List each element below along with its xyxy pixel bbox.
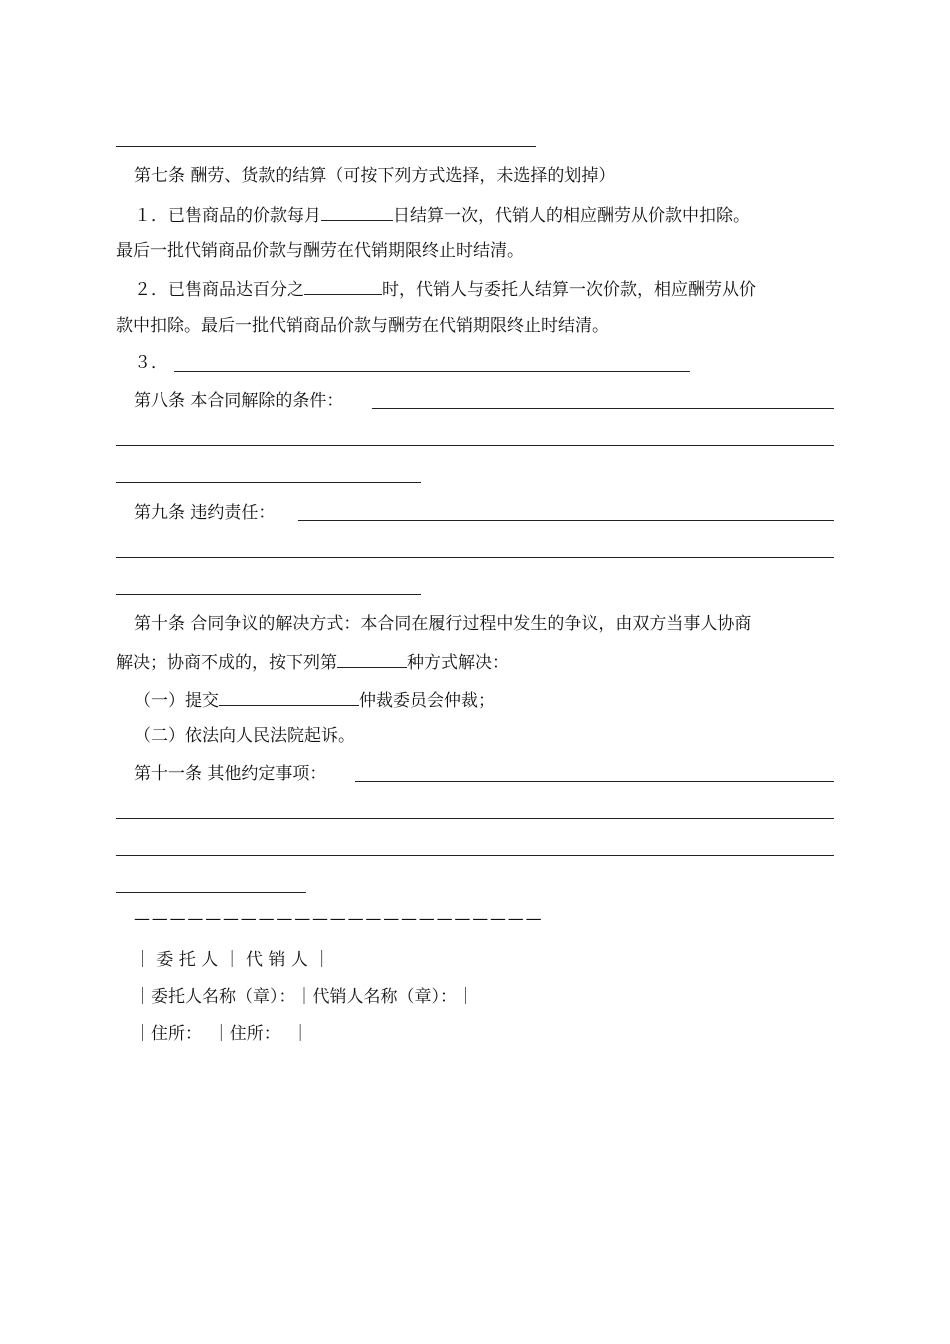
article10-line2-text-b: 种方式解决： xyxy=(407,653,509,673)
signature-address-row: ｜住所： ｜住所： ｜ xyxy=(134,1024,309,1044)
article7-item1-line2: 最后一批代销商品价款与酬劳在代销期限终止时结清。 xyxy=(116,241,524,261)
article11-blank-4[interactable] xyxy=(116,892,306,893)
item3-blank[interactable] xyxy=(174,371,690,372)
article10-option2: （二）依法向人民法院起诉。 xyxy=(134,726,355,746)
article9-heading: 第九条 违约责任： xyxy=(134,503,276,523)
article8-blank-3[interactable] xyxy=(116,482,421,483)
signature-dashes: ——————————————————————— xyxy=(134,909,544,928)
percent-blank[interactable] xyxy=(304,278,382,295)
article8-heading: 第八条 本合同解除的条件： xyxy=(134,391,344,411)
article10-line2-text-a: 解决；协商不成的，按下列第 xyxy=(116,653,337,673)
article7-item1-text-b: 日结算一次，代销人的相应酬劳从价款中扣除。 xyxy=(393,206,750,226)
article11-blank-3[interactable] xyxy=(116,855,834,856)
article10-option1-text-a: （一）提交 xyxy=(134,691,219,711)
article8-blank-2[interactable] xyxy=(116,445,834,446)
article7-item2-line2: 款中扣除。最后一批代销商品价款与酬劳在代销期限终止时结清。 xyxy=(116,316,609,336)
blank-line xyxy=(116,146,536,147)
article11-blank-1[interactable] xyxy=(355,781,834,782)
article7-item2-text-b: 时，代销人与委托人结算一次价款，相应酬劳从价 xyxy=(382,280,756,300)
article9-blank-3[interactable] xyxy=(116,594,421,595)
article9-blank-1[interactable] xyxy=(298,520,834,521)
article10-option1 xyxy=(134,689,495,711)
article7-item1 xyxy=(134,204,750,226)
article11-blank-2[interactable] xyxy=(116,818,834,819)
article7-heading: 第七条 酬劳、货款的结算（可按下列方式选择，未选择的划掉） xyxy=(134,166,616,186)
arbitration-blank[interactable] xyxy=(219,689,359,706)
article7-item2-text-a: ２．已售商品达百分之 xyxy=(134,280,304,300)
article8-blank-1[interactable] xyxy=(372,408,834,409)
article10-option1-text-b: 仲裁委员会仲裁； xyxy=(359,691,495,711)
article10-line1: 第十条 合同争议的解决方式：本合同在履行过程中发生的争议，由双方当事人协商 xyxy=(134,614,752,634)
signature-name-row: ｜委托人名称（章）：｜代销人名称（章）：｜ xyxy=(134,987,474,1007)
article7-item3-label: ３． xyxy=(134,353,168,373)
article7-item1-text-a: １．已售商品的价款每月 xyxy=(134,206,321,226)
article10-line2 xyxy=(116,651,509,673)
article11-heading: 第十一条 其他约定事项： xyxy=(134,764,327,784)
signature-header-row: ｜ 委 托 人 ｜ 代 销 人 ｜ xyxy=(134,950,331,970)
article9-blank-2[interactable] xyxy=(116,557,834,558)
article7-item3 xyxy=(134,353,168,373)
method-blank[interactable] xyxy=(337,651,407,668)
article7-item2 xyxy=(134,278,756,300)
day-blank[interactable] xyxy=(321,204,393,221)
